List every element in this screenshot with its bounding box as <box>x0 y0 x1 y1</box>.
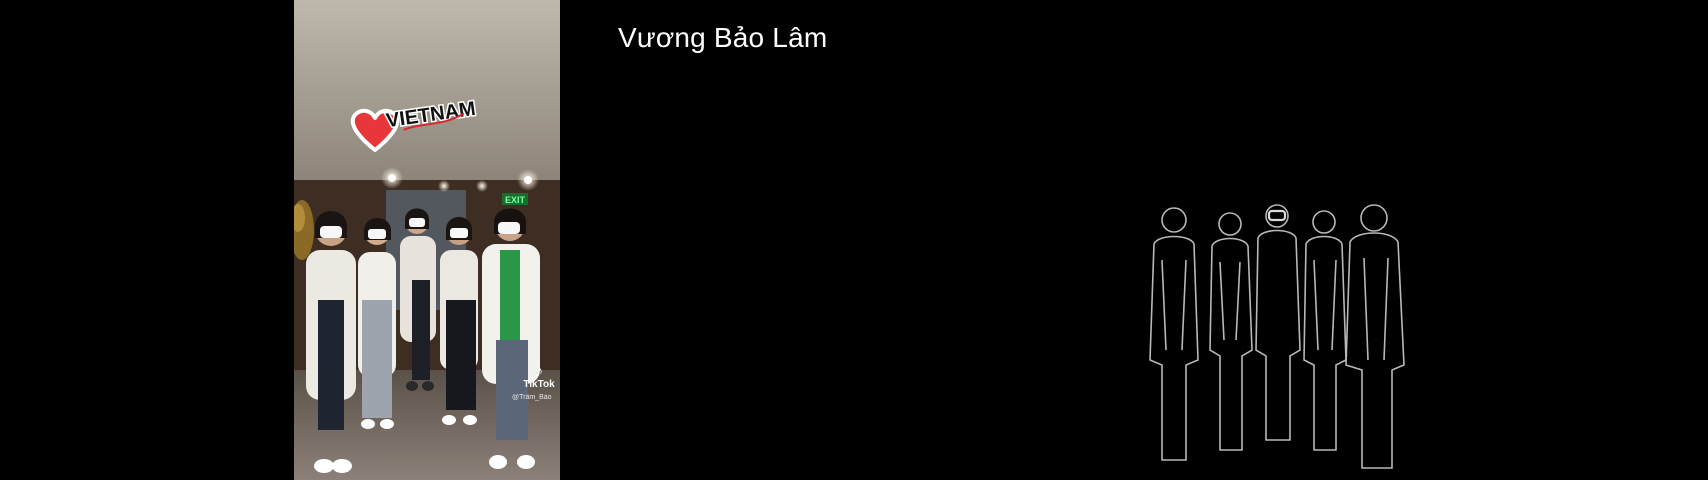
video-title: Vương Bảo Lâm <box>618 22 828 53</box>
tiktok-logo-icon: ♪ <box>534 361 544 380</box>
edge-person-3 <box>1256 205 1300 440</box>
svg-text:VIETNAM: VIETNAM <box>384 97 477 133</box>
edge-detection-silhouettes <box>1140 200 1420 480</box>
ceiling <box>294 0 560 180</box>
tiktok-label: TikTok <box>523 379 555 390</box>
video-scene <box>294 0 560 480</box>
tiktok-handle: @Trầm_Bảo <box>512 394 552 401</box>
edge-person-2 <box>1210 213 1252 450</box>
edge-person-1 <box>1150 208 1198 460</box>
tiktok-watermark <box>522 363 556 390</box>
exit-sign-text: EXIT <box>504 195 526 205</box>
edge-person-4 <box>1304 211 1346 450</box>
edge-person-5 <box>1346 205 1404 468</box>
tiktok-video-frame[interactable] <box>294 0 560 480</box>
